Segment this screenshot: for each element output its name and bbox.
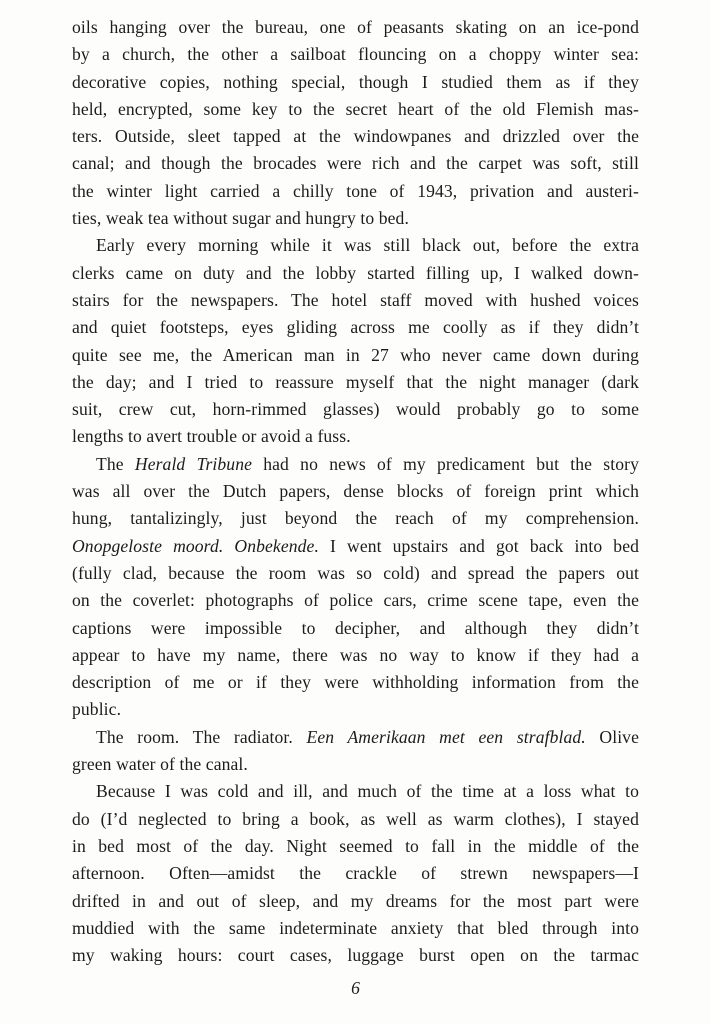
text-run: lengths to avert trouble or avoid a fuss. [72,426,351,447]
text-line [72,396,639,423]
text-line [72,724,639,751]
text-run: the day; and I tried to reassure myself that the night manager (dark [72,371,639,392]
text-line [72,751,639,778]
text-line [72,41,639,68]
text-line [72,942,639,969]
text-line [72,478,639,505]
text-run: by a church, the other a sailboat flouncing on a choppy winter sea: [72,44,639,65]
text-run: green water of the canal. [72,754,248,775]
text-line [72,451,639,478]
text-line [72,314,639,341]
text-run: was all over the Dutch papers, dense blocks of foreign print which [72,481,639,502]
text-run: had no news of my predicament but the story [252,453,639,474]
text-line [72,560,639,587]
text-line [72,615,639,642]
italic-text-run: Een Amerikaan met een strafblad. [306,726,586,747]
text-line [72,533,639,560]
text-line [72,505,639,532]
text-run: drifted in and out of sleep, and my dreams for the most part were [72,890,639,911]
text-run: appear to have my name, there was no way to know if they had a [72,644,639,665]
text-line [72,860,639,887]
text-run: public. [72,699,122,720]
text-run: do (I’d neglected to bring a book, as well as warm clothes), I stayed [72,808,639,829]
text-run: muddied with the same indeterminate anxiety that bled through into [72,917,639,938]
text-line [72,96,639,123]
italic-text-run: Onopgeloste moord. Onbekende. [72,535,319,556]
text-line [72,833,639,860]
text-line [72,342,639,369]
text-line [72,14,639,41]
text-run: ters. Outside, sleet tapped at the windowpanes and drizzled over the [72,126,639,147]
text-line [72,232,639,259]
text-line [72,915,639,942]
text-run: stairs for the newspapers. The hotel staff moved with hushed voices [72,289,639,310]
italic-text-run: Herald Tribune [134,453,253,474]
text-run: Early every morning while it was still black out, before the extra [96,235,639,256]
text-run: oils hanging over the bureau, one of peasants skating on an ice-pond [72,17,639,37]
text-line [72,642,639,669]
text-line [72,696,639,723]
body-text-block [72,14,639,969]
text-line [72,888,639,915]
text-run: Because I was cold and ill, and much of the time at a loss what to [96,781,639,802]
text-line [72,423,639,450]
text-line [72,123,639,150]
text-run: The room. The radiator. [96,726,307,747]
text-run: captions were impossible to decipher, and although they didn’t [72,617,639,638]
text-line [72,150,639,177]
text-run: ties, weak tea without sugar and hungry to bed. [72,208,409,229]
text-line [72,260,639,287]
text-run: in bed most of the day. Night seemed to fall in the middle of the [72,835,639,856]
text-line [72,287,639,314]
text-run: decorative copies, nothing special, though I studied them as if they [72,71,639,92]
text-line [72,369,639,396]
page-number: 6 [351,978,360,999]
text-line [72,778,639,805]
text-line [72,587,639,614]
text-run: canal; and though the brocades were rich and the carpet was soft, still [72,153,639,174]
text-run: Olive [585,726,639,747]
text-line [72,178,639,205]
text-line [72,806,639,833]
text-run: clerks came on duty and the lobby started filling up, I walked down- [72,262,639,283]
text-run: afternoon. Often—amidst the crackle of strewn newspapers—I [72,863,639,884]
text-line [72,205,639,232]
text-run: hung, tantalizingly, just beyond the reach of my comprehension. [72,508,639,529]
text-run: quite see me, the American man in 27 who never came down during [72,344,639,365]
text-run: (fully clad, because the room was so cold) and spread the papers out [72,562,639,583]
text-line [72,69,639,96]
text-run: The [96,453,135,474]
text-run: and quiet footsteps, eyes gliding across me coolly as if they didn’t [72,317,639,338]
text-run: held, encrypted, some key to the secret heart of the old Flemish mas- [72,98,639,119]
text-run: my waking hours: court cases, luggage burst open on the tarmac [72,945,639,966]
text-run: the winter light carried a chilly tone of 1943, privation and austeri- [72,180,639,201]
text-run: description of me or if they were withholding information from the [72,672,639,693]
text-line [72,669,639,696]
text-run: on the coverlet: photographs of police cars, crime scene tape, even the [72,590,639,611]
text-run: suit, crew cut, horn-rimmed glasses) would probably go to some [72,399,639,420]
text-run: I went upstairs and got back into bed [318,535,639,556]
